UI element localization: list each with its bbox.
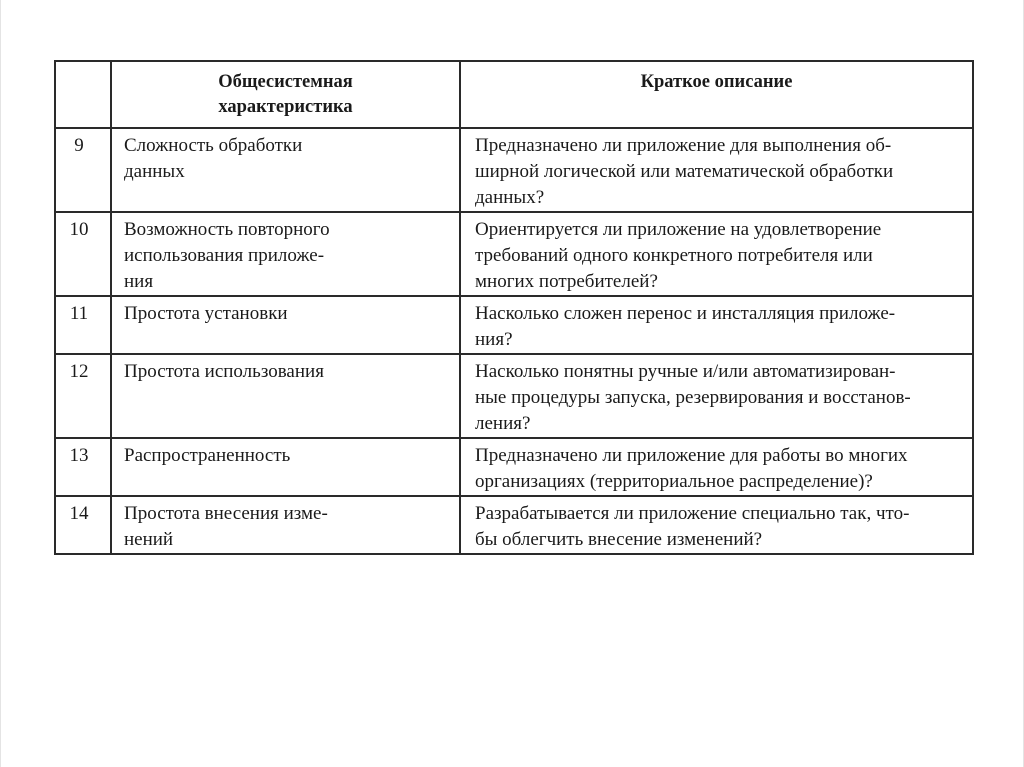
row-description-line: организациях (территориальное распределение)? xyxy=(475,471,873,492)
row-characteristic-line: Возможность повторного xyxy=(124,219,330,240)
row-characteristic xyxy=(111,212,460,296)
row-description-line: требований одного конкретного потребителя или xyxy=(475,245,873,266)
row-characteristic xyxy=(111,496,460,554)
header-characteristic-line: Общесистемная xyxy=(218,72,353,92)
row-characteristic-line: Простота внесения изме- xyxy=(124,503,328,524)
table-row xyxy=(55,438,973,496)
row-characteristic-line: Простота использования xyxy=(124,361,324,382)
row-description xyxy=(460,354,973,438)
row-characteristic xyxy=(111,438,460,496)
row-description-line: ширной логической или математической обработки xyxy=(475,161,894,182)
row-characteristic-line: ния xyxy=(124,271,154,292)
row-description-line: данных? xyxy=(475,187,545,208)
row-characteristic-line: использования приложе- xyxy=(124,245,325,266)
row-description xyxy=(460,128,973,212)
row-characteristic-line: Простота установки xyxy=(124,303,288,324)
table-row xyxy=(55,212,973,296)
row-description xyxy=(460,496,973,554)
table-row xyxy=(55,128,973,212)
row-description xyxy=(460,212,973,296)
header-characteristic-line: характеристика xyxy=(218,97,353,117)
row-number: 12 xyxy=(55,354,111,438)
header-description-cell: Краткое описание xyxy=(460,61,973,128)
characteristics-table xyxy=(54,60,974,555)
row-characteristic xyxy=(111,354,460,438)
row-description-line: ные процедуры запуска, резервирования и восстанов- xyxy=(475,387,911,408)
row-number: 9 xyxy=(55,128,111,212)
row-description-line: Насколько сложен перенос и инсталляция приложе- xyxy=(475,303,896,324)
row-description-line: Предназначено ли приложение для выполнения об- xyxy=(475,135,892,156)
row-characteristic-line: данных xyxy=(124,161,185,182)
row-characteristic-line: Распространенность xyxy=(124,445,291,466)
row-number: 10 xyxy=(55,212,111,296)
row-characteristic-line: нений xyxy=(124,529,174,550)
row-description-line: бы облегчить внесение изменений? xyxy=(475,529,763,550)
row-number: 11 xyxy=(55,296,111,354)
row-description xyxy=(460,438,973,496)
row-characteristic xyxy=(111,296,460,354)
table-row xyxy=(55,296,973,354)
row-description-line: Предназначено ли приложение для работы во многих xyxy=(475,445,908,466)
row-characteristic xyxy=(111,128,460,212)
row-description xyxy=(460,296,973,354)
row-description-line: Разрабатывается ли приложение специально так, что- xyxy=(475,503,910,524)
row-characteristic-line: Сложность обработки xyxy=(124,135,303,156)
row-description-line: ния? xyxy=(475,329,513,350)
header-characteristic-cell xyxy=(111,61,460,128)
row-description-line: Насколько понятны ручные и/или автоматизирован- xyxy=(475,361,896,382)
row-description-line: Ориентируется ли приложение на удовлетворение xyxy=(475,219,882,240)
table-header-row xyxy=(55,61,973,128)
row-description-line: ления? xyxy=(475,413,531,434)
header-number-cell xyxy=(55,61,111,128)
table-row xyxy=(55,354,973,438)
row-description-line: многих потребителей? xyxy=(475,271,658,292)
table-row xyxy=(55,496,973,554)
row-number: 14 xyxy=(55,496,111,554)
row-number: 13 xyxy=(55,438,111,496)
